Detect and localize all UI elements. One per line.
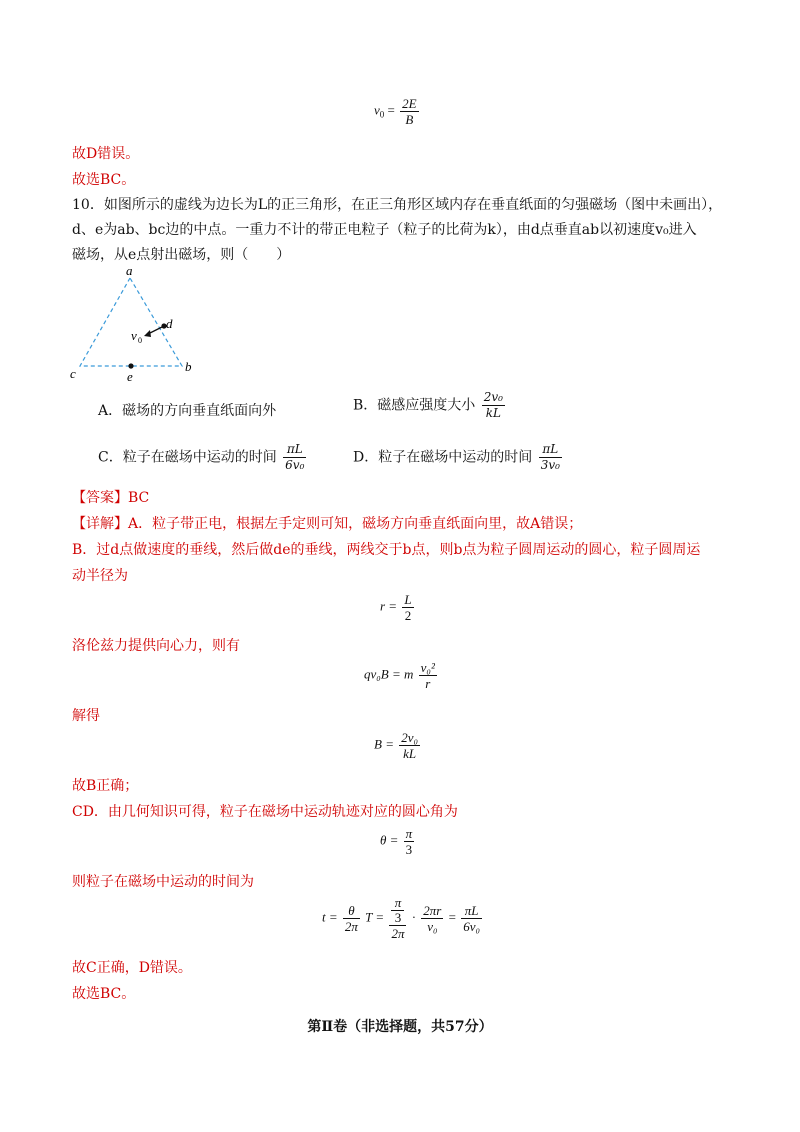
option-d-fraction: [539, 442, 562, 473]
eq-v0-equals: =: [387, 102, 395, 118]
answer-value: BC: [128, 490, 150, 506]
c-correct-text: 故C正确，D错误。: [72, 960, 192, 976]
eq-theta-num: π: [405, 826, 413, 841]
answer-line: [72, 488, 149, 508]
option-b-den: kL: [485, 406, 501, 420]
eq-t-f3-num: 2πr: [423, 903, 442, 918]
eq-t-f4-den: 6v₀: [463, 919, 481, 934]
eq-t-lhs: t =: [322, 909, 338, 925]
label-a: a: [126, 263, 133, 278]
option-b-num: 2v₀: [483, 390, 503, 404]
eq-b-num: 2v₀: [401, 730, 419, 745]
question-10-line-1: 10．如图所示的虚线为边长为L的正三角形，在正三角形区域内存在垂直纸面的匀强磁场（图中未画出），: [72, 197, 723, 213]
option-d-num: πL: [539, 442, 562, 458]
analysis-a-line: [72, 514, 582, 534]
eq-b-den: kL: [403, 746, 417, 761]
option-d: [353, 442, 564, 473]
time-text: 则粒子在磁场中运动的时间为: [72, 874, 254, 890]
eq-v0-den: B: [405, 112, 414, 127]
eq-t-f2-mid: 3: [394, 910, 402, 925]
lorentz-text: 洛伦兹力提供向心力，则有: [72, 638, 240, 654]
analysis-b-line-2: 动半径为: [72, 568, 128, 584]
option-d-den: 3v₀: [540, 458, 560, 472]
eq-r-num: L: [404, 592, 412, 607]
eq-t-f3-den: v₀: [427, 919, 438, 934]
equation-theta: [380, 826, 416, 857]
analysis-b-line-1: B．过d点做速度的垂线，然后做de的垂线，两线交于b点，则b点为粒子圆周运动的圆心，粒子圆周运: [72, 542, 701, 558]
eq-theta-fraction: [404, 826, 415, 857]
eq-r-den: 2: [404, 608, 412, 623]
label-d: d: [166, 316, 173, 331]
question-10-line-3: 磁场，从e点射出磁场，则（ ）: [72, 247, 291, 263]
eq-force-num: v₀²: [420, 660, 435, 675]
solve-text: 解得: [72, 708, 100, 724]
label-e: e: [127, 369, 133, 384]
eq-r-fraction: [402, 592, 413, 623]
eq-force-lhs: qv₀B = m: [364, 666, 414, 682]
label-b: b: [185, 359, 192, 374]
section-title: 第Ⅱ卷（非选择题，共57分）: [307, 1019, 493, 1035]
eq-t-fraction-1: [343, 903, 360, 934]
eq-v0-lhs: v: [374, 102, 380, 118]
option-c-den: 6v₀: [285, 458, 305, 472]
eq-force-fraction: [419, 660, 437, 691]
eq-theta-den: 3: [405, 842, 413, 857]
eq-v0-sub: 0: [379, 109, 385, 120]
triangle-figure: [60, 262, 210, 387]
label-c: c: [70, 366, 76, 381]
eq-t-fraction-4: [461, 903, 482, 934]
label-v: v: [131, 328, 137, 343]
d-wrong-text: 故D错误。: [72, 146, 140, 162]
eq-b-lhs: B =: [374, 736, 394, 752]
choose-bc-text-1: 故选BC。: [72, 172, 136, 188]
eq-theta-lhs: θ =: [380, 832, 399, 848]
option-b-text: B．磁感应强度大小: [353, 397, 476, 414]
eq-t-f1-den: 2π: [344, 919, 358, 934]
cd-line: CD．由几何知识可得，粒子在磁场中运动轨迹对应的圆心角为: [72, 804, 458, 820]
velocity-arrow-head: [144, 330, 151, 337]
option-c-fraction: [283, 442, 306, 473]
eq-b-fraction: [399, 730, 420, 761]
choose-bc-text-2: 故选BC。: [72, 986, 136, 1002]
eq-t-dot: ·: [411, 909, 417, 925]
option-a: A．磁场的方向垂直纸面向外: [98, 403, 277, 419]
eq-r-lhs: r =: [380, 598, 398, 614]
point-e: [128, 363, 133, 368]
equation-r: [380, 592, 416, 623]
b-correct-text: 故B正确；: [72, 778, 139, 794]
equation-b: [374, 730, 422, 761]
option-c: [98, 442, 308, 473]
eq-t-f2-num: [389, 896, 406, 926]
eq-t-equals: =: [448, 909, 456, 925]
option-c-num: πL: [283, 442, 306, 458]
option-b: [353, 390, 507, 421]
eq-t-f2-den: 2π: [391, 926, 405, 941]
eq-t-fraction-3: [421, 903, 443, 934]
equation-force: [364, 660, 439, 691]
eq-force-den: r: [425, 676, 431, 691]
eq-v0-fraction: [400, 96, 418, 127]
eq-v0-num: 2E: [402, 96, 417, 111]
option-b-fraction: [482, 390, 505, 421]
eq-t-fraction-2: [389, 896, 406, 941]
question-10-line-2: d、e为ab、bc边的中点。一重力不计的带正电粒子（粒子的比荷为k），由d点垂直ab以初速度v₀进入: [72, 222, 697, 238]
equation-t: [322, 896, 484, 941]
option-d-text: D．粒子在磁场中运动的时间: [353, 449, 533, 466]
eq-t-f2-top: π: [391, 896, 404, 911]
answer-label: 【答案】: [72, 490, 128, 506]
label-v-sub: 0: [138, 336, 142, 345]
eq-t-period: T =: [365, 909, 385, 925]
equation-v0: [374, 96, 421, 127]
eq-t-f4-num: πL: [461, 903, 482, 919]
eq-t-f1-num: θ: [343, 903, 360, 919]
analysis-label: 【详解】: [72, 516, 128, 532]
analysis-a-text: A．粒子带正电，根据左手定则可知，磁场方向垂直纸面向里，故A错误；: [128, 516, 583, 532]
option-c-text: C．粒子在磁场中运动的时间: [98, 449, 277, 466]
